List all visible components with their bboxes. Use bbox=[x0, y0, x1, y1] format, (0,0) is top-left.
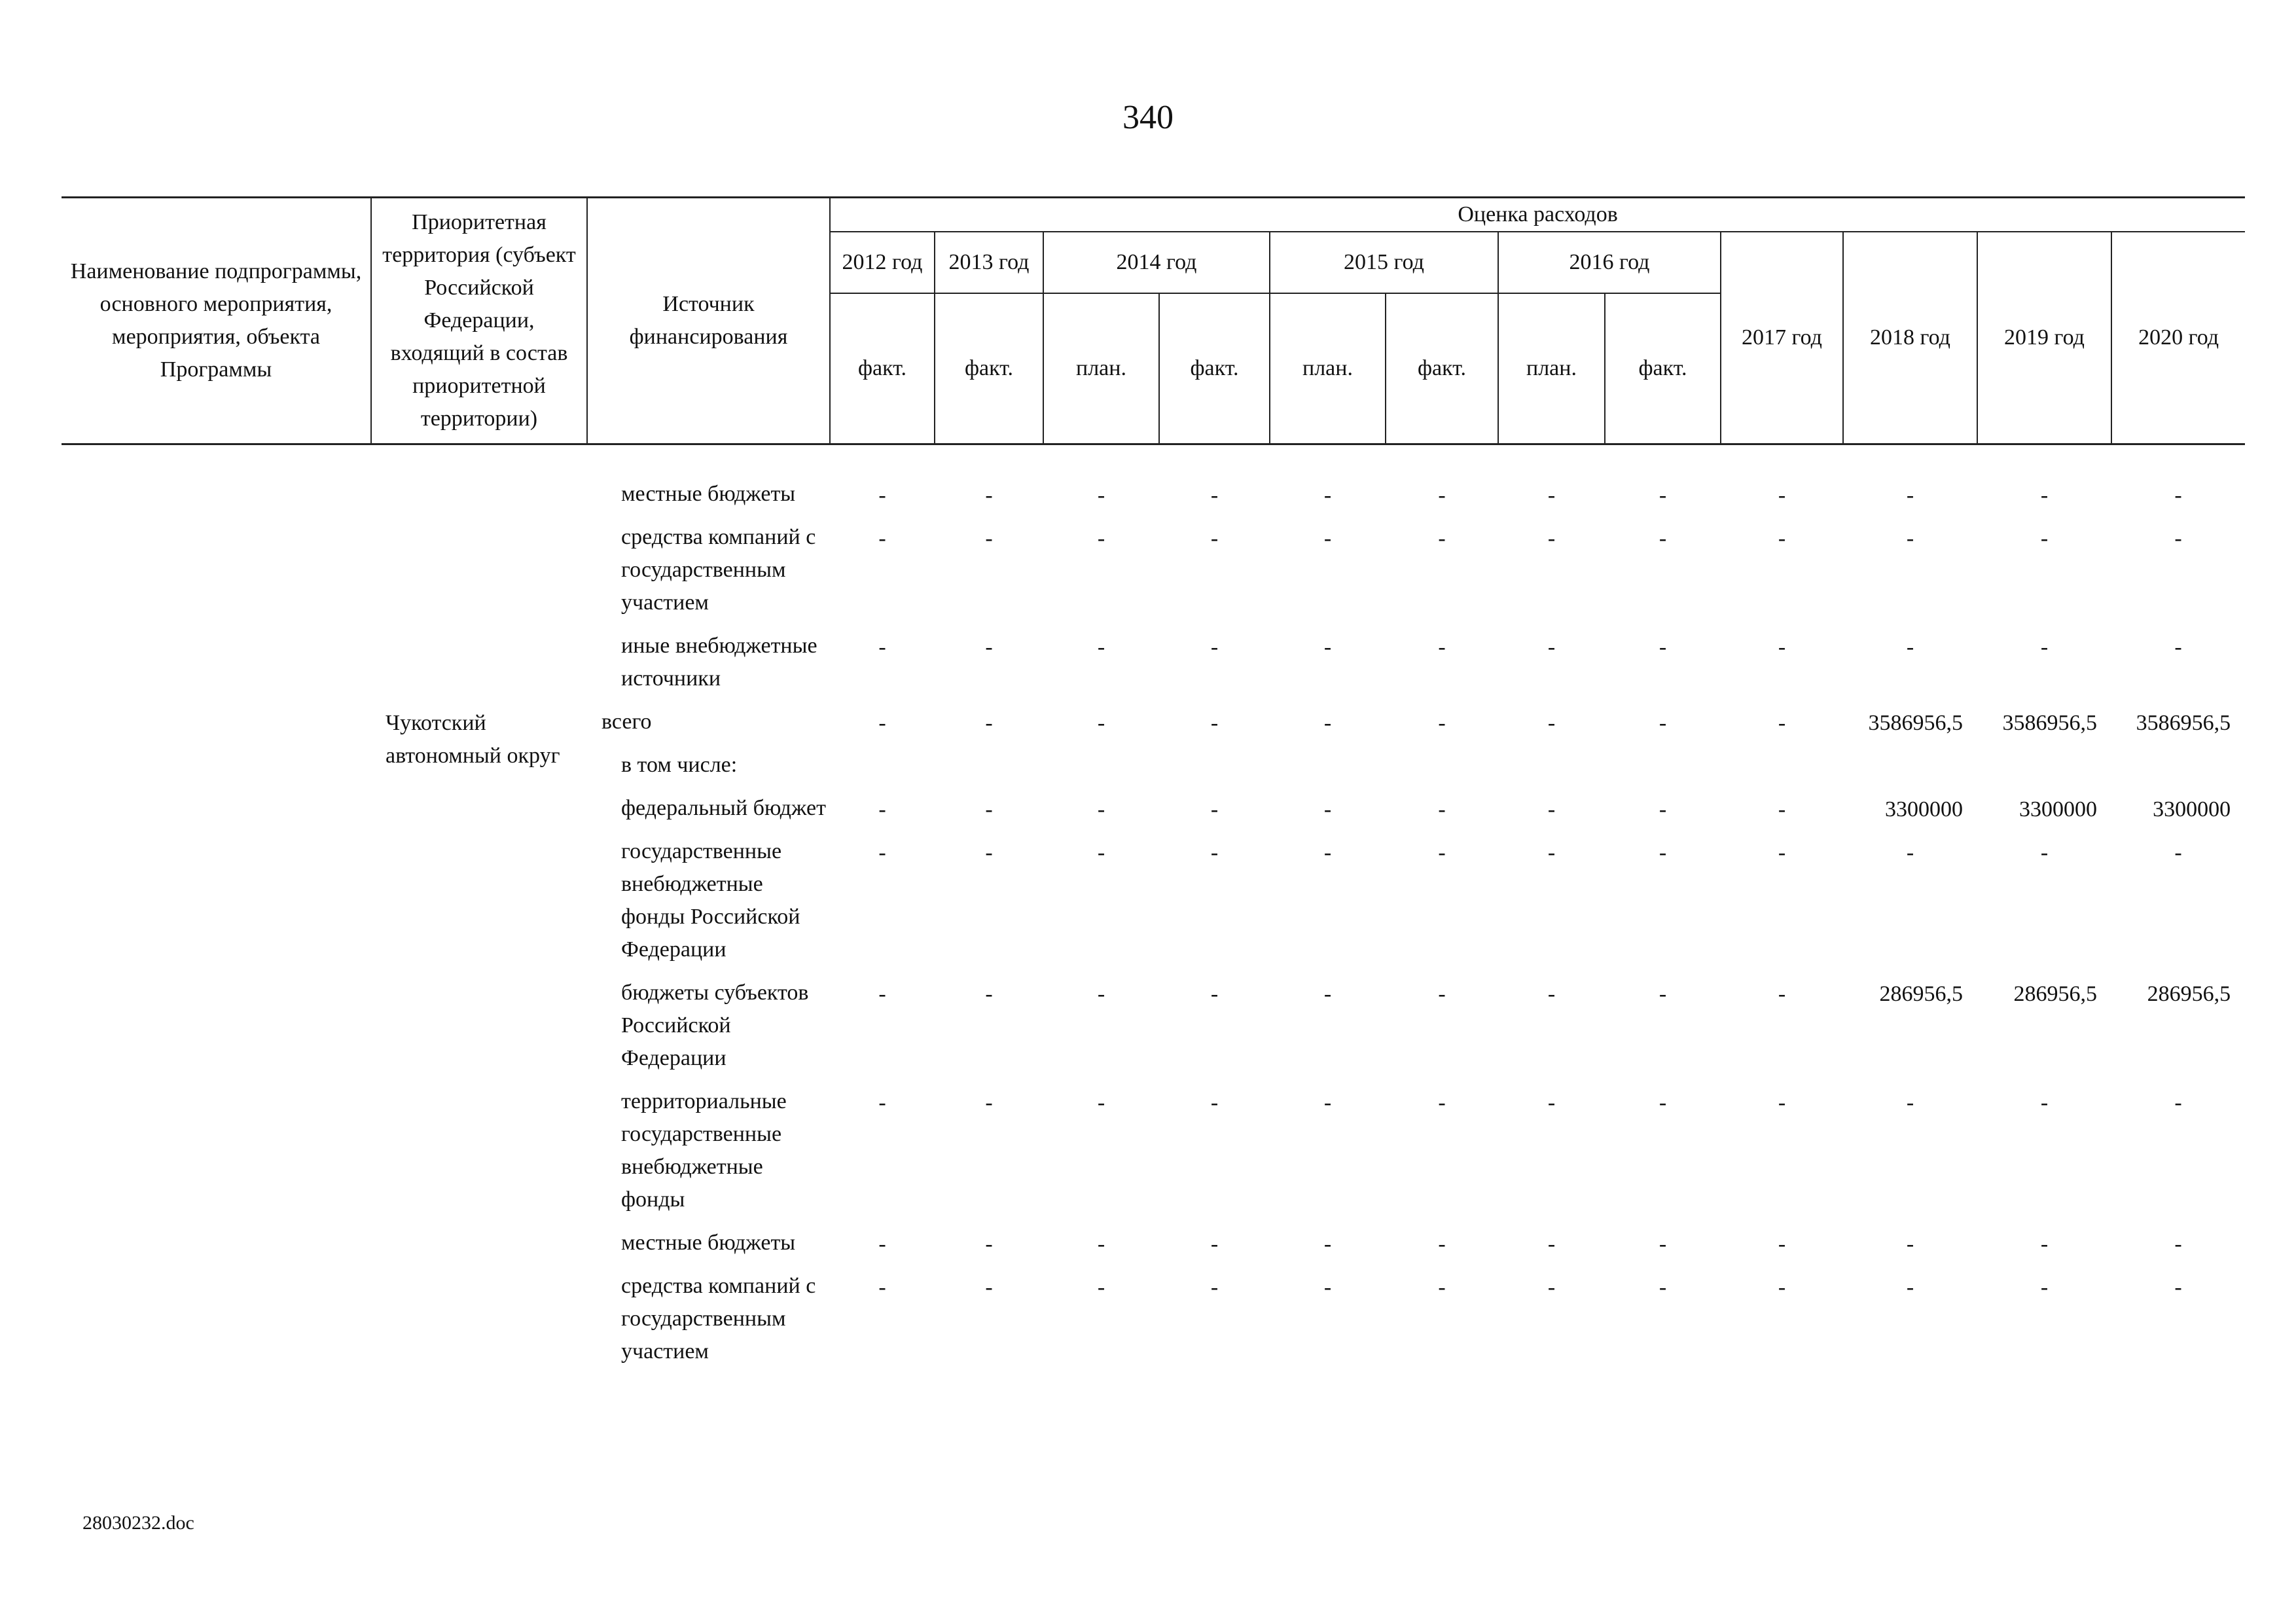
row-value-cell: - bbox=[878, 1275, 886, 1299]
header-year-2017: 2017 год bbox=[1721, 232, 1843, 444]
row-value-cell: - bbox=[2040, 1275, 2049, 1299]
row-value-cell: 286956,5 bbox=[2147, 982, 2231, 1006]
row-value-cell: - bbox=[1547, 840, 1556, 865]
row-value-cell: - bbox=[1778, 1091, 1786, 1115]
row-name-cell bbox=[62, 977, 371, 1085]
row-value-cell: - bbox=[1778, 840, 1786, 865]
row-value-cell bbox=[1043, 749, 1159, 792]
row-territory-cell bbox=[371, 835, 587, 977]
page-number: 340 bbox=[1122, 99, 1174, 136]
row-value-cell: - bbox=[1438, 840, 1446, 865]
row-value-cell: - bbox=[1323, 840, 1332, 865]
row-value-cell: - bbox=[985, 1232, 993, 1256]
row-name-cell bbox=[62, 630, 371, 706]
row-value-cell bbox=[1977, 749, 2111, 792]
footer-filename: 28030232.doc bbox=[82, 1512, 194, 1534]
row-value-cell: - bbox=[1097, 982, 1105, 1006]
row-value-cell: - bbox=[1659, 1232, 1667, 1256]
row-value-cell: - bbox=[2040, 483, 2049, 507]
row-value-cell: - bbox=[1210, 1091, 1219, 1115]
header-year-2020: 2020 год bbox=[2111, 232, 2245, 444]
row-territory-cell: Чукотский автономный округ bbox=[386, 711, 560, 768]
row-value-cell: - bbox=[2040, 1232, 2049, 1256]
row-value-cell: - bbox=[1778, 711, 1786, 735]
row-value-cell: - bbox=[1778, 635, 1786, 659]
row-source-cell: государственные внебюджетные фонды Российской Федерации bbox=[621, 839, 800, 962]
row-value-cell: - bbox=[1659, 840, 1667, 865]
table-header bbox=[62, 198, 2245, 444]
row-value-cell: - bbox=[1323, 711, 1332, 735]
row-source-cell: иные внебюджетные источники bbox=[621, 634, 817, 691]
header-2016-plan: план. bbox=[1498, 293, 1605, 444]
row-value-cell: 3300000 bbox=[2019, 797, 2097, 821]
row-source-cell: средства компаний с государственным участием bbox=[621, 525, 816, 615]
row-value-cell: - bbox=[1210, 840, 1219, 865]
row-value-cell: - bbox=[1210, 635, 1219, 659]
row-value-cell: - bbox=[1438, 526, 1446, 550]
row-value-cell: - bbox=[2174, 840, 2182, 865]
row-value-cell: - bbox=[1547, 1232, 1556, 1256]
row-value-cell: - bbox=[985, 483, 993, 507]
row-source-cell: федеральный бюджет bbox=[621, 796, 826, 820]
row-value-cell: - bbox=[1547, 635, 1556, 659]
row-value-cell bbox=[1159, 749, 1270, 792]
header-name: Наименование подпрограммы, основного мероприятия, мероприятия, объекта Программы bbox=[62, 198, 371, 444]
row-source-cell: бюджеты субъектов Российской Федерации bbox=[621, 981, 809, 1070]
row-value-cell: - bbox=[1097, 1232, 1105, 1256]
row-value-cell: - bbox=[1323, 982, 1332, 1006]
row-value-cell: - bbox=[1659, 635, 1667, 659]
row-name-cell bbox=[62, 706, 371, 749]
row-value-cell: - bbox=[985, 840, 993, 865]
row-value-cell: - bbox=[1097, 1091, 1105, 1115]
row-value-cell: - bbox=[2174, 635, 2182, 659]
row-value-cell: - bbox=[878, 797, 886, 821]
row-name-cell bbox=[62, 1270, 371, 1379]
row-name-cell bbox=[62, 1085, 371, 1227]
row-source-cell: средства компаний с государственным участием bbox=[621, 1274, 816, 1363]
row-value-cell: - bbox=[878, 526, 886, 550]
row-value-cell: 3586956,5 bbox=[2136, 711, 2231, 735]
row-value-cell bbox=[1721, 749, 1843, 792]
row-value-cell: - bbox=[2174, 1091, 2182, 1115]
row-value-cell: - bbox=[1323, 1232, 1332, 1256]
table-row bbox=[62, 1227, 2245, 1270]
row-territory-cell bbox=[371, 478, 587, 521]
row-value-cell: - bbox=[1778, 797, 1786, 821]
row-value-cell bbox=[1270, 749, 1386, 792]
row-value-cell: - bbox=[1906, 526, 1914, 550]
row-value-cell: - bbox=[2174, 483, 2182, 507]
table-row bbox=[62, 706, 2245, 749]
row-value-cell: - bbox=[1547, 1091, 1556, 1115]
row-value-cell: - bbox=[1210, 483, 1219, 507]
row-value-cell: - bbox=[985, 711, 993, 735]
row-value-cell: - bbox=[1097, 840, 1105, 865]
row-value-cell: - bbox=[878, 711, 886, 735]
row-value-cell: - bbox=[1659, 1275, 1667, 1299]
row-value-cell: - bbox=[878, 635, 886, 659]
table-body bbox=[62, 444, 2245, 1379]
row-value-cell: - bbox=[1659, 982, 1667, 1006]
row-value-cell: - bbox=[1210, 1275, 1219, 1299]
row-value-cell: - bbox=[1210, 797, 1219, 821]
row-value-cell: - bbox=[1906, 1232, 1914, 1256]
row-value-cell: 3586956,5 bbox=[1868, 711, 1963, 735]
row-value-cell: - bbox=[985, 1091, 993, 1115]
row-territory-cell bbox=[371, 977, 587, 1085]
row-value-cell: - bbox=[985, 982, 993, 1006]
row-name-cell bbox=[62, 835, 371, 977]
row-value-cell: - bbox=[1097, 483, 1105, 507]
row-value-cell: 286956,5 bbox=[1879, 982, 1963, 1006]
header-2014-plan: план. bbox=[1043, 293, 1159, 444]
row-value-cell: - bbox=[1210, 982, 1219, 1006]
row-value-cell: - bbox=[1323, 635, 1332, 659]
row-value-cell: - bbox=[1438, 982, 1446, 1006]
row-territory-cell bbox=[371, 1085, 587, 1227]
row-value-cell: - bbox=[1659, 711, 1667, 735]
row-value-cell: - bbox=[878, 840, 886, 865]
row-source-cell: всего bbox=[601, 710, 652, 734]
row-value-cell: - bbox=[1438, 635, 1446, 659]
table-row bbox=[62, 1085, 2245, 1227]
header-source: Источник финансирования bbox=[587, 198, 830, 444]
row-value-cell: - bbox=[1906, 1091, 1914, 1115]
row-value-cell: - bbox=[2040, 840, 2049, 865]
row-value-cell: - bbox=[1323, 483, 1332, 507]
row-value-cell: - bbox=[1097, 711, 1105, 735]
row-value-cell: - bbox=[1659, 483, 1667, 507]
row-value-cell bbox=[1605, 749, 1721, 792]
row-source-cell: местные бюджеты bbox=[621, 482, 796, 506]
table-row bbox=[62, 835, 2245, 977]
row-value-cell: - bbox=[1097, 526, 1105, 550]
header-territory: Приоритетная территория (субъект Российской Федерации, входящий в состав приоритетной территории) bbox=[371, 198, 587, 444]
table-row bbox=[62, 1270, 2245, 1379]
row-value-cell bbox=[1386, 749, 1498, 792]
row-value-cell bbox=[935, 749, 1043, 792]
row-value-cell: - bbox=[2040, 1091, 2049, 1115]
row-value-cell: - bbox=[985, 1275, 993, 1299]
header-year-2016: 2016 год bbox=[1498, 232, 1721, 293]
header-year-2019: 2019 год bbox=[1977, 232, 2111, 444]
row-value-cell: - bbox=[1547, 797, 1556, 821]
row-value-cell: - bbox=[1323, 1091, 1332, 1115]
row-value-cell: - bbox=[1097, 1275, 1105, 1299]
row-value-cell: - bbox=[878, 483, 886, 507]
table-row bbox=[62, 630, 2245, 706]
row-value-cell: - bbox=[1906, 840, 1914, 865]
row-value-cell: 3300000 bbox=[1885, 797, 1963, 821]
row-value-cell: - bbox=[1906, 635, 1914, 659]
row-value-cell: - bbox=[1547, 526, 1556, 550]
row-value-cell: - bbox=[1547, 711, 1556, 735]
row-value-cell: - bbox=[2040, 526, 2049, 550]
row-value-cell: - bbox=[1778, 526, 1786, 550]
row-source-cell: территориальные государственные внебюджетные фонды bbox=[621, 1089, 787, 1212]
row-value-cell: - bbox=[878, 982, 886, 1006]
row-value-cell: 3586956,5 bbox=[2002, 711, 2097, 735]
row-value-cell: - bbox=[1778, 982, 1786, 1006]
row-value-cell: - bbox=[985, 635, 993, 659]
row-value-cell: - bbox=[1438, 1091, 1446, 1115]
row-value-cell: - bbox=[1906, 483, 1914, 507]
row-value-cell: - bbox=[1210, 711, 1219, 735]
row-value-cell: - bbox=[1323, 526, 1332, 550]
header-year-2014: 2014 год bbox=[1043, 232, 1270, 293]
row-value-cell: - bbox=[1659, 797, 1667, 821]
header-year-2013: 2013 год bbox=[935, 232, 1043, 293]
row-value-cell: - bbox=[1547, 483, 1556, 507]
row-value-cell: - bbox=[1210, 1232, 1219, 1256]
row-value-cell: - bbox=[1778, 483, 1786, 507]
table-row bbox=[62, 977, 2245, 1085]
row-value-cell: - bbox=[1438, 797, 1446, 821]
header-2012-fact: факт. bbox=[830, 293, 935, 444]
row-name-cell bbox=[62, 1227, 371, 1270]
row-territory-cell bbox=[371, 521, 587, 630]
row-value-cell: - bbox=[1778, 1232, 1786, 1256]
table-row bbox=[62, 521, 2245, 630]
row-value-cell: - bbox=[1547, 1275, 1556, 1299]
header-expense-group: Оценка расходов bbox=[830, 198, 2245, 232]
row-value-cell: - bbox=[2174, 1275, 2182, 1299]
header-year-2018: 2018 год bbox=[1843, 232, 1977, 444]
row-value-cell: - bbox=[1210, 526, 1219, 550]
row-value-cell bbox=[1843, 749, 1977, 792]
row-territory-cell bbox=[371, 1227, 587, 1270]
row-value-cell: - bbox=[985, 797, 993, 821]
row-territory-cell bbox=[371, 630, 587, 706]
header-2015-fact: факт. bbox=[1386, 293, 1498, 444]
expense-table bbox=[62, 196, 2245, 1379]
row-name-cell bbox=[62, 749, 371, 792]
row-value-cell: - bbox=[2174, 526, 2182, 550]
header-2014-fact: факт. bbox=[1159, 293, 1270, 444]
row-value-cell bbox=[1498, 749, 1605, 792]
header-2015-plan: план. bbox=[1270, 293, 1386, 444]
row-value-cell: - bbox=[1438, 483, 1446, 507]
row-value-cell: - bbox=[1323, 797, 1332, 821]
row-source-cell: в том числе: bbox=[621, 753, 738, 777]
row-territory-cell bbox=[371, 1270, 587, 1379]
row-value-cell: - bbox=[1438, 1232, 1446, 1256]
row-value-cell: - bbox=[1323, 1275, 1332, 1299]
header-2013-fact: факт. bbox=[935, 293, 1043, 444]
row-value-cell: - bbox=[2174, 1232, 2182, 1256]
row-source-cell: местные бюджеты bbox=[621, 1231, 796, 1255]
row-value-cell bbox=[2111, 749, 2245, 792]
row-name-cell bbox=[62, 792, 371, 835]
row-value-cell: - bbox=[1438, 711, 1446, 735]
row-value-cell: - bbox=[1659, 1091, 1667, 1115]
row-name-cell bbox=[62, 521, 371, 630]
row-value-cell: 286956,5 bbox=[2013, 982, 2097, 1006]
table-row bbox=[62, 478, 2245, 521]
row-value-cell: - bbox=[2040, 635, 2049, 659]
row-value-cell: 3300000 bbox=[2153, 797, 2231, 821]
row-value-cell: - bbox=[1778, 1275, 1786, 1299]
row-value-cell: - bbox=[1438, 1275, 1446, 1299]
row-value-cell: - bbox=[878, 1091, 886, 1115]
header-year-2015: 2015 год bbox=[1270, 232, 1498, 293]
header-year-2012: 2012 год bbox=[830, 232, 935, 293]
row-name-cell bbox=[62, 478, 371, 521]
row-value-cell: - bbox=[1906, 1275, 1914, 1299]
row-value-cell: - bbox=[1097, 635, 1105, 659]
header-2016-fact: факт. bbox=[1605, 293, 1721, 444]
row-value-cell: - bbox=[1097, 797, 1105, 821]
row-value-cell: - bbox=[878, 1232, 886, 1256]
row-value-cell bbox=[830, 749, 935, 792]
row-value-cell: - bbox=[1547, 982, 1556, 1006]
row-value-cell: - bbox=[985, 526, 993, 550]
row-value-cell: - bbox=[1659, 526, 1667, 550]
